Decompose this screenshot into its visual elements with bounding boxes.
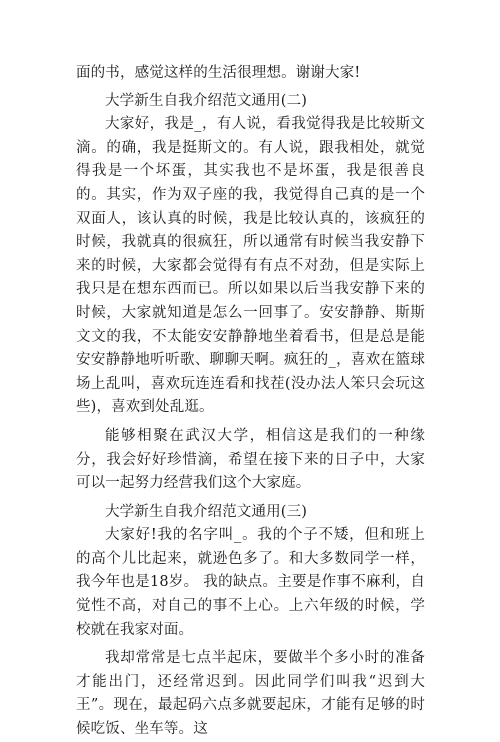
- section-2-paragraph-2: 能够相聚在武汉大学，相信这是我们的一种缘分，我会好好珍惜滴，希望在接下来的日子中，大家可以一起努力经营我们这个大家庭。: [76, 427, 425, 492]
- section-3-paragraph-2: 我却常常是七点半起床，要做半个多小时的准备才能出门，还经常迟到。因此同学们叫我“迟到大王”。现在，最起码六点多就要起床，才能有足够的时候吃饭、坐车等。这: [76, 650, 425, 738]
- document-body: [76, 62, 425, 742]
- section-2-heading: 大学新生自我介绍范文通用(二): [105, 92, 308, 109]
- intro-tail-text: 面的书，感觉这样的生活很理想。谢谢大家!: [76, 65, 361, 81]
- section-3-heading: 大学新生自我介绍范文通用(三): [105, 503, 308, 520]
- section-3-paragraph-1: 大家好!我的名字叫_。我的个子不矮，但和班上的高个儿比起来，就逊色多了。和大多数同学一样，我今年也是18岁。 我的缺点。主要是作事不麻利，自觉性不高，对自己的事不上心。上六年级的时候，学校就在我家对面。: [76, 527, 425, 638]
- section-2-paragraph-1: 大家好，我是_，有人说，看我觉得我是比较斯文滴。的确，我是挺斯文的。有人说，跟我相处，就觉得我是一个坏蛋，其实我也不是坏蛋，我是很善良的。其实，作为双子座的我，我觉得自己真的是一个双面人，该认真的时候，我是比较认真的，该疯狂的时候，我就真的很疯狂，所以通常有时候当我安静下来的时候，大家都会觉得有有点不对劲，但是实际上我只是在想东西而已。所以如果以后当我安静下来的时候，大家就知道是怎么一回事了。安安静静、斯斯文文的我，不太能安安静静地坐着看书，但是总是能安安静静地听听歌、聊聊天啊。疯狂的_，喜欢在篮球场上乱叫，喜欢玩连连看和找茬(没办法人笨只会玩这些)，喜欢到处乱逛。: [76, 116, 425, 416]
